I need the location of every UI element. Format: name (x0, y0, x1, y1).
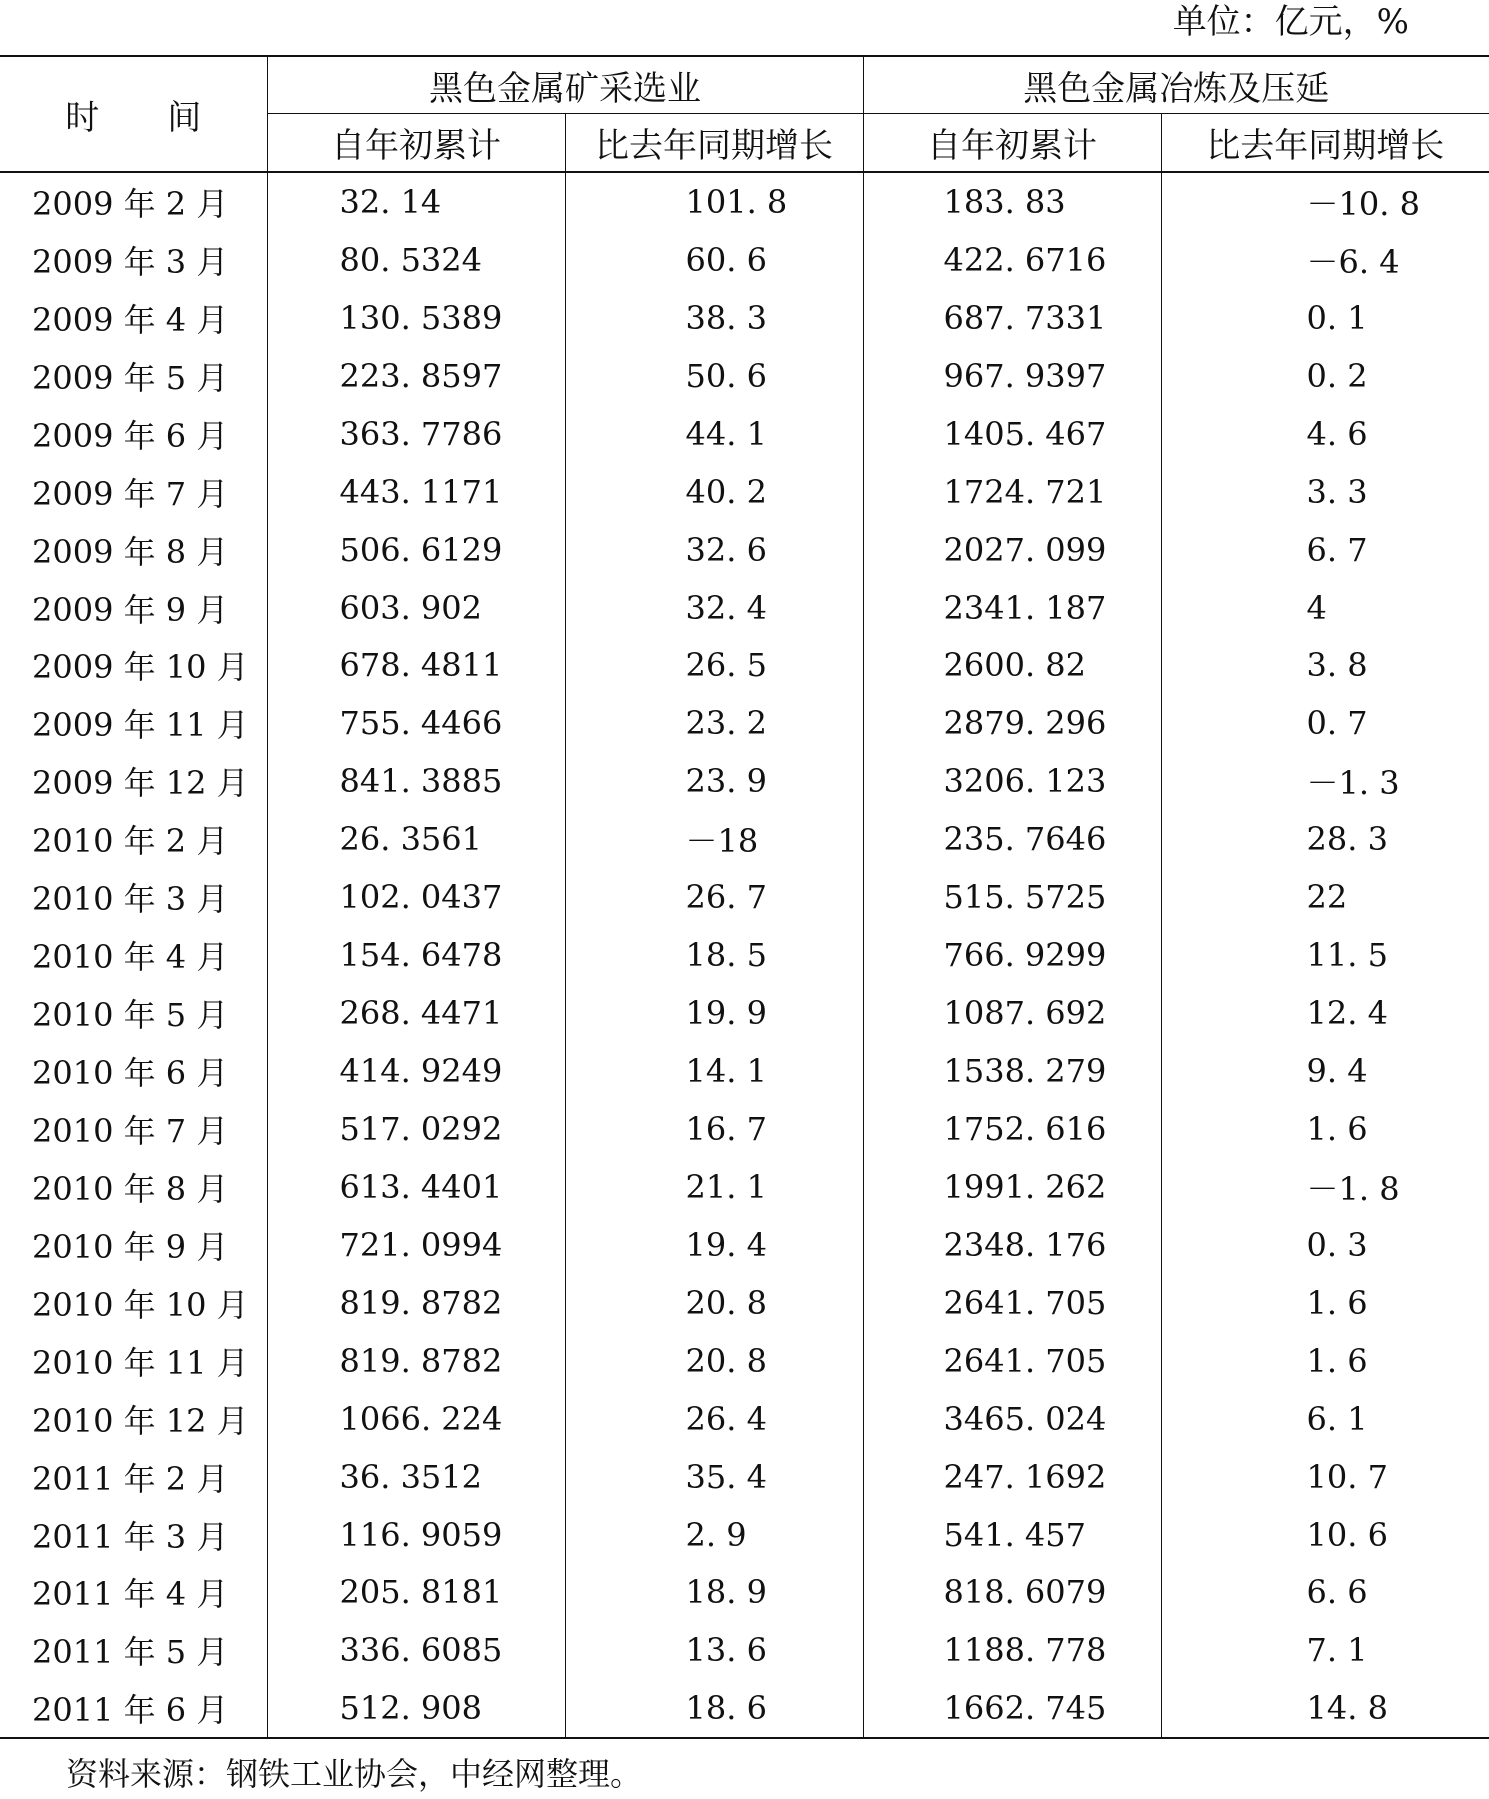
table-row (0, 752, 1489, 810)
table-header (0, 56, 1489, 172)
cell-smelting-yoy: －1. 3 (1306, 764, 1400, 803)
cell-smelting-cumulative: 1087. 692 (863, 984, 1161, 1042)
table-row (0, 1100, 1489, 1158)
table-row (0, 521, 1489, 579)
cell-time: 2011 年 4 月 (0, 1564, 267, 1622)
cell-time: 2010 年 7 月 (0, 1100, 267, 1158)
cell-time: 2011 年 3 月 (0, 1506, 267, 1564)
cell-smelting-cumulative: 2600. 82 (863, 637, 1161, 695)
header-smelting-cumulative: 自年初累计 (863, 114, 1161, 173)
cell-time: 2009 年 6 月 (0, 405, 267, 463)
cell-mining-cumulative: 414. 9249 (267, 1042, 565, 1100)
cell-smelting-cumulative: 3465. 024 (863, 1390, 1161, 1448)
cell-time: 2009 年 2 月 (0, 172, 267, 231)
cell-time: 2009 年 8 月 (0, 521, 267, 579)
cell-smelting-yoy: 6. 1 (1306, 1399, 1368, 1438)
table-row (0, 926, 1489, 984)
cell-smelting-cumulative: 1188. 778 (863, 1621, 1161, 1679)
cell-mining-yoy: 32. 6 (565, 521, 863, 579)
table-row (0, 984, 1489, 1042)
cell-smelting-cumulative: 2641. 705 (863, 1274, 1161, 1332)
cell-mining-yoy: 23. 2 (565, 694, 863, 752)
table-row (0, 579, 1489, 637)
cell-mining-yoy: 40. 2 (565, 463, 863, 521)
table-row (0, 1216, 1489, 1274)
cell-mining-yoy: 18. 6 (565, 1679, 863, 1738)
cell-mining-yoy: 38. 3 (565, 289, 863, 347)
cell-mining-cumulative: 36. 3512 (267, 1448, 565, 1506)
header-smelting-yoy: 比去年同期增长 (1161, 114, 1489, 173)
cell-mining-cumulative: 819. 8782 (267, 1274, 565, 1332)
cell-smelting-cumulative: 3206. 123 (863, 752, 1161, 810)
cell-smelting-yoy: 10. 7 (1306, 1457, 1388, 1496)
cell-mining-yoy: 50. 6 (565, 347, 863, 405)
cell-smelting-cumulative: 2027. 099 (863, 521, 1161, 579)
cell-mining-cumulative: 1066. 224 (267, 1390, 565, 1448)
cell-time: 2010 年 11 月 (0, 1332, 267, 1390)
cell-time: 2010 年 5 月 (0, 984, 267, 1042)
table-row (0, 1564, 1489, 1622)
cell-smelting-cumulative: 1662. 745 (863, 1679, 1161, 1738)
cell-mining-cumulative: 268. 4471 (267, 984, 565, 1042)
cell-smelting-yoy: 10. 6 (1306, 1515, 1388, 1554)
cell-smelting-yoy: 3. 3 (1306, 472, 1368, 511)
cell-smelting-cumulative: 1752. 616 (863, 1100, 1161, 1158)
cell-mining-yoy: 20. 8 (565, 1332, 863, 1390)
data-table (0, 55, 1489, 1739)
cell-smelting-cumulative: 541. 457 (863, 1506, 1161, 1564)
cell-smelting-yoy: 0. 2 (1306, 356, 1368, 395)
table-row (0, 1621, 1489, 1679)
cell-mining-yoy: 23. 9 (565, 752, 863, 810)
cell-smelting-yoy: 1. 6 (1306, 1109, 1368, 1148)
cell-smelting-cumulative: 2341. 187 (863, 579, 1161, 637)
cell-smelting-yoy: 1. 6 (1306, 1341, 1368, 1380)
cell-mining-yoy: －18 (565, 810, 863, 868)
cell-time: 2009 年 9 月 (0, 579, 267, 637)
cell-mining-yoy: 44. 1 (565, 405, 863, 463)
table-row (0, 868, 1489, 926)
cell-time: 2009 年 3 月 (0, 231, 267, 289)
cell-time: 2010 年 8 月 (0, 1158, 267, 1216)
table-row (0, 347, 1489, 405)
table-row (0, 637, 1489, 695)
cell-smelting-cumulative: 422. 6716 (863, 231, 1161, 289)
cell-time: 2010 年 3 月 (0, 868, 267, 926)
cell-smelting-yoy: 0. 7 (1306, 704, 1368, 743)
cell-mining-yoy: 20. 8 (565, 1274, 863, 1332)
cell-time: 2010 年 6 月 (0, 1042, 267, 1100)
cell-smelting-yoy: 6. 6 (1306, 1573, 1368, 1612)
cell-mining-yoy: 19. 4 (565, 1216, 863, 1274)
cell-smelting-cumulative: 183. 83 (863, 172, 1161, 231)
cell-smelting-cumulative: 247. 1692 (863, 1448, 1161, 1506)
cell-smelting-cumulative: 967. 9397 (863, 347, 1161, 405)
cell-smelting-yoy: 4. 6 (1306, 414, 1368, 453)
header-group-mining: 黑色金属矿采选业 (267, 56, 863, 114)
cell-smelting-yoy: 0. 3 (1306, 1225, 1368, 1264)
cell-smelting-cumulative: 1991. 262 (863, 1158, 1161, 1216)
source-note: 资料来源：钢铁工业协会，中经网整理。 (66, 1755, 643, 1793)
cell-time: 2010 年 10 月 (0, 1274, 267, 1332)
header-group-smelting: 黑色金属冶炼及压延 (863, 56, 1489, 114)
cell-smelting-cumulative: 766. 9299 (863, 926, 1161, 984)
cell-time: 2011 年 6 月 (0, 1679, 267, 1738)
table-body (0, 172, 1489, 1738)
cell-smelting-yoy: 9. 4 (1306, 1052, 1368, 1091)
cell-smelting-yoy: －10. 8 (1306, 184, 1420, 223)
table-row (0, 1506, 1489, 1564)
table-row (0, 463, 1489, 521)
cell-smelting-yoy: 22 (1306, 878, 1348, 917)
cell-mining-yoy: 18. 5 (565, 926, 863, 984)
unit-label: 单位：亿元，% (1172, 2, 1409, 42)
cell-smelting-yoy: 28. 3 (1306, 820, 1388, 859)
cell-mining-yoy: 13. 6 (565, 1621, 863, 1679)
cell-smelting-cumulative: 1724. 721 (863, 463, 1161, 521)
cell-smelting-yoy: 11. 5 (1306, 936, 1388, 975)
cell-mining-yoy: 26. 5 (565, 637, 863, 695)
table-row (0, 289, 1489, 347)
table-row (0, 405, 1489, 463)
cell-mining-cumulative: 223. 8597 (267, 347, 565, 405)
cell-mining-cumulative: 841. 3885 (267, 752, 565, 810)
table-row (0, 1332, 1489, 1390)
cell-mining-cumulative: 613. 4401 (267, 1158, 565, 1216)
cell-time: 2009 年 12 月 (0, 752, 267, 810)
cell-mining-cumulative: 363. 7786 (267, 405, 565, 463)
cell-mining-cumulative: 506. 6129 (267, 521, 565, 579)
cell-smelting-yoy: 3. 8 (1306, 646, 1368, 685)
cell-mining-yoy: 21. 1 (565, 1158, 863, 1216)
table-row (0, 1158, 1489, 1216)
cell-smelting-yoy: 1. 6 (1306, 1283, 1368, 1322)
table-row (0, 1448, 1489, 1506)
cell-mining-cumulative: 154. 6478 (267, 926, 565, 984)
cell-mining-yoy: 26. 7 (565, 868, 863, 926)
cell-smelting-yoy: 0. 1 (1306, 298, 1368, 337)
cell-time: 2009 年 7 月 (0, 463, 267, 521)
cell-smelting-cumulative: 818. 6079 (863, 1564, 1161, 1622)
cell-mining-yoy: 35. 4 (565, 1448, 863, 1506)
cell-smelting-yoy: －1. 8 (1306, 1169, 1400, 1208)
header-time: 时 间 (0, 56, 267, 172)
table-row (0, 810, 1489, 868)
cell-mining-cumulative: 32. 14 (267, 172, 565, 231)
cell-smelting-cumulative: 2641. 705 (863, 1332, 1161, 1390)
cell-smelting-cumulative: 1538. 279 (863, 1042, 1161, 1100)
cell-mining-cumulative: 603. 902 (267, 579, 565, 637)
cell-time: 2011 年 5 月 (0, 1621, 267, 1679)
cell-mining-yoy: 16. 7 (565, 1100, 863, 1158)
cell-time: 2010 年 12 月 (0, 1390, 267, 1448)
cell-mining-yoy: 60. 6 (565, 231, 863, 289)
table-row (0, 1679, 1489, 1738)
cell-smelting-yoy: －6. 4 (1306, 242, 1400, 281)
table-row (0, 1390, 1489, 1448)
table-row (0, 1042, 1489, 1100)
cell-smelting-cumulative: 515. 5725 (863, 868, 1161, 926)
cell-mining-cumulative: 678. 4811 (267, 637, 565, 695)
cell-mining-cumulative: 80. 5324 (267, 231, 565, 289)
cell-time: 2009 年 10 月 (0, 637, 267, 695)
cell-smelting-cumulative: 2879. 296 (863, 694, 1161, 752)
table-row (0, 694, 1489, 752)
cell-mining-yoy: 19. 9 (565, 984, 863, 1042)
cell-smelting-cumulative: 235. 7646 (863, 810, 1161, 868)
cell-mining-yoy: 18. 9 (565, 1564, 863, 1622)
cell-mining-cumulative: 336. 6085 (267, 1621, 565, 1679)
cell-mining-cumulative: 130. 5389 (267, 289, 565, 347)
table-row (0, 172, 1489, 231)
cell-time: 2009 年 5 月 (0, 347, 267, 405)
cell-smelting-yoy: 4 (1306, 588, 1327, 627)
cell-time: 2009 年 4 月 (0, 289, 267, 347)
cell-mining-yoy: 26. 4 (565, 1390, 863, 1448)
cell-smelting-cumulative: 687. 7331 (863, 289, 1161, 347)
cell-smelting-yoy: 7. 1 (1306, 1631, 1368, 1670)
cell-mining-yoy: 101. 8 (565, 172, 863, 231)
cell-smelting-cumulative: 2348. 176 (863, 1216, 1161, 1274)
cell-mining-yoy: 32. 4 (565, 579, 863, 637)
cell-mining-cumulative: 26. 3561 (267, 810, 565, 868)
cell-time: 2010 年 4 月 (0, 926, 267, 984)
table-row (0, 1274, 1489, 1332)
header-mining-cumulative: 自年初累计 (267, 114, 565, 173)
cell-time: 2010 年 2 月 (0, 810, 267, 868)
cell-mining-cumulative: 116. 9059 (267, 1506, 565, 1564)
cell-time: 2011 年 2 月 (0, 1448, 267, 1506)
table-row (0, 231, 1489, 289)
cell-mining-yoy: 14. 1 (565, 1042, 863, 1100)
cell-mining-cumulative: 205. 8181 (267, 1564, 565, 1622)
cell-mining-cumulative: 443. 1171 (267, 463, 565, 521)
cell-smelting-yoy: 14. 8 (1161, 1679, 1489, 1738)
cell-mining-cumulative: 755. 4466 (267, 694, 565, 752)
cell-mining-cumulative: 512. 908 (267, 1679, 565, 1738)
cell-time: 2009 年 11 月 (0, 694, 267, 752)
cell-smelting-yoy: 6. 7 (1306, 530, 1368, 569)
cell-smelting-yoy: 12. 4 (1306, 994, 1388, 1033)
cell-smelting-cumulative: 1405. 467 (863, 405, 1161, 463)
header-mining-yoy: 比去年同期增长 (565, 114, 863, 173)
cell-mining-cumulative: 721. 0994 (267, 1216, 565, 1274)
cell-time: 2010 年 9 月 (0, 1216, 267, 1274)
cell-mining-cumulative: 819. 8782 (267, 1332, 565, 1390)
cell-mining-cumulative: 102. 0437 (267, 868, 565, 926)
cell-mining-yoy: 2. 9 (565, 1506, 863, 1564)
cell-mining-cumulative: 517. 0292 (267, 1100, 565, 1158)
